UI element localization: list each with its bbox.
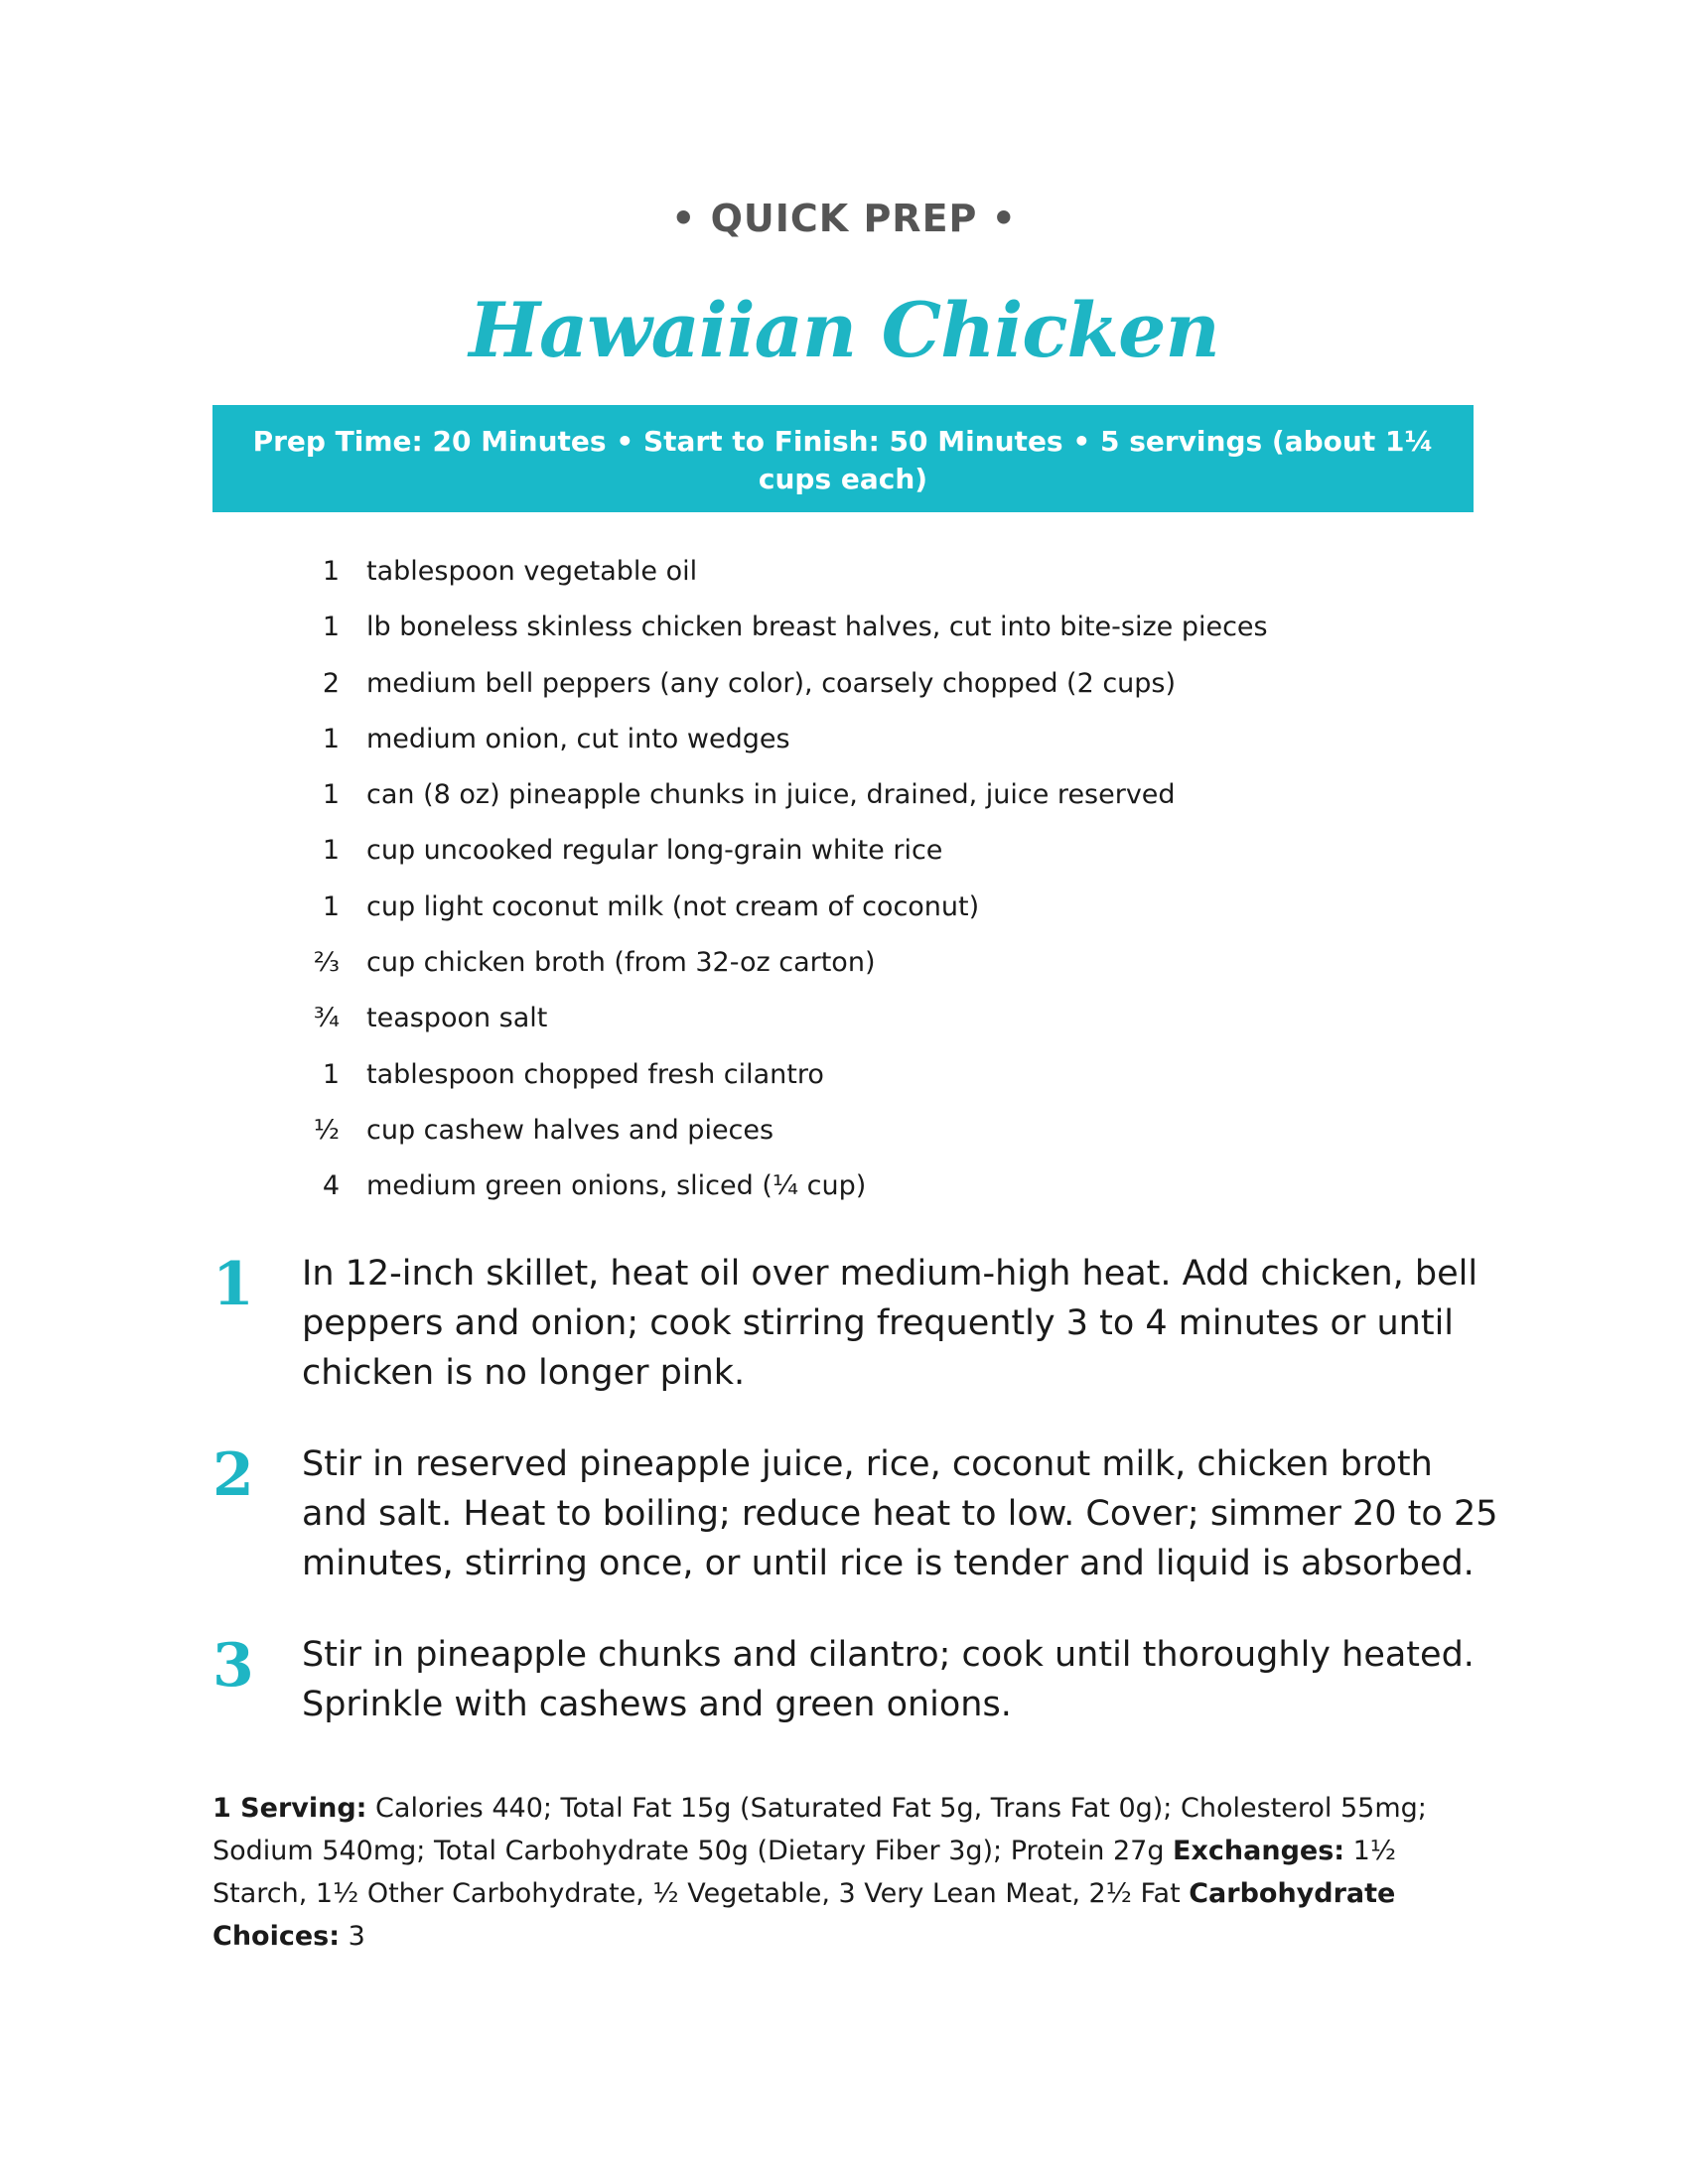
ingredient-list (298, 552, 1489, 1223)
ingredient-item (298, 887, 1489, 943)
ingredient-qty: 1 (322, 835, 340, 867)
ingredient-item (298, 552, 1489, 608)
step-text: Stir in reserved pineapple juice, rice, coconut milk, chicken broth and salt. Heat to boiling; reduce heat to low. Cover; simmer 20 to 25 minutes, stirring once, or until rice is tender and liquid is absorbed. (302, 1444, 1498, 1583)
ingredient-qty: 1 (322, 556, 340, 587)
exchanges-label: Exchanges: (1173, 1836, 1345, 1866)
ingredient-text: tablespoon vegetable oil (366, 556, 698, 587)
ingredient-text: cup uncooked regular long-grain white rice (366, 835, 943, 867)
step-text: Stir in pineapple chunks and cilantro; cook until thoroughly heated. Sprinkle with cashews and green onions. (302, 1635, 1475, 1724)
step-number: 3 (212, 1631, 254, 1701)
ingredient-text: tablespoon chopped fresh cilantro (366, 1058, 824, 1090)
ingredient-item (298, 664, 1489, 720)
ingredient-text: cup chicken broth (from 32-oz carton) (366, 947, 876, 979)
ingredient-item (298, 775, 1489, 831)
ingredient-item (298, 720, 1489, 775)
step-item (212, 1630, 1503, 1729)
ingredient-item (298, 1166, 1489, 1222)
carb-choices-text: 3 (340, 1921, 365, 1952)
ingredient-qty: 4 (322, 1170, 340, 1202)
ingredient-text: medium onion, cut into wedges (366, 723, 790, 754)
ingredient-qty: 1 (322, 723, 340, 754)
step-number: 2 (212, 1440, 254, 1510)
ingredient-item (298, 1111, 1489, 1166)
step-item (212, 1439, 1503, 1588)
carb-choices-label: Carbohydrate Choices: (212, 1878, 1396, 1952)
ingredient-text: medium bell peppers (any color), coarsely chopped (2 cups) (366, 667, 1177, 699)
time-servings-banner: Prep Time: 20 Minutes • Start to Finish: 50 Minutes • 5 servings (about 1¼ cups each) (212, 405, 1474, 512)
ingredient-item (298, 1055, 1489, 1111)
ingredient-qty: ½ (313, 1114, 340, 1146)
ingredient-item (298, 999, 1489, 1054)
ingredient-qty: ⅔ (313, 947, 340, 979)
recipe-title: Hawaiian Chicken (469, 286, 1219, 374)
ingredient-item (298, 943, 1489, 999)
ingredient-qty: ¾ (313, 1003, 340, 1034)
ingredient-qty: 1 (322, 1058, 340, 1090)
ingredient-qty: 1 (322, 612, 340, 643)
ingredient-text: can (8 oz) pineapple chunks in juice, drained, juice reserved (366, 779, 1176, 811)
serving-label: 1 Serving: (212, 1793, 367, 1824)
serving-text: Calories 440; Total Fat 15g (Saturated Fat 5g, Trans Fat 0g); Cholesterol 55mg; Sodium 540mg; Total Carbohydrate 50g (Dietary Fiber 3g); Protein 27g (212, 1793, 1427, 1866)
ingredient-item (298, 831, 1489, 887)
exchanges-text: 1½ Starch, 1½ Other Carbohydrate, ½ Vegetable, 3 Very Lean Meat, 2½ Fat (212, 1836, 1397, 1909)
nutrition-info (212, 1787, 1493, 1958)
step-item (212, 1249, 1503, 1398)
ingredient-text: lb boneless skinless chicken breast halves, cut into bite-size pieces (366, 612, 1268, 643)
step-list (212, 1249, 1503, 1771)
ingredient-qty: 1 (322, 890, 340, 922)
ingredient-text: teaspoon salt (366, 1003, 548, 1034)
step-number: 1 (212, 1250, 254, 1319)
ingredient-text: cup light coconut milk (not cream of coconut) (366, 890, 980, 922)
ingredient-qty: 1 (322, 779, 340, 811)
page-kicker: • QUICK PREP • (671, 197, 1017, 240)
ingredient-text: cup cashew halves and pieces (366, 1114, 774, 1146)
ingredient-item (298, 608, 1489, 663)
ingredient-text: medium green onions, sliced (¼ cup) (366, 1170, 867, 1202)
step-text: In 12-inch skillet, heat oil over medium-high heat. Add chicken, bell peppers and onion; cook stirring frequently 3 to 4 minutes or until chicken is no longer pink. (302, 1254, 1478, 1393)
ingredient-qty: 2 (322, 667, 340, 699)
